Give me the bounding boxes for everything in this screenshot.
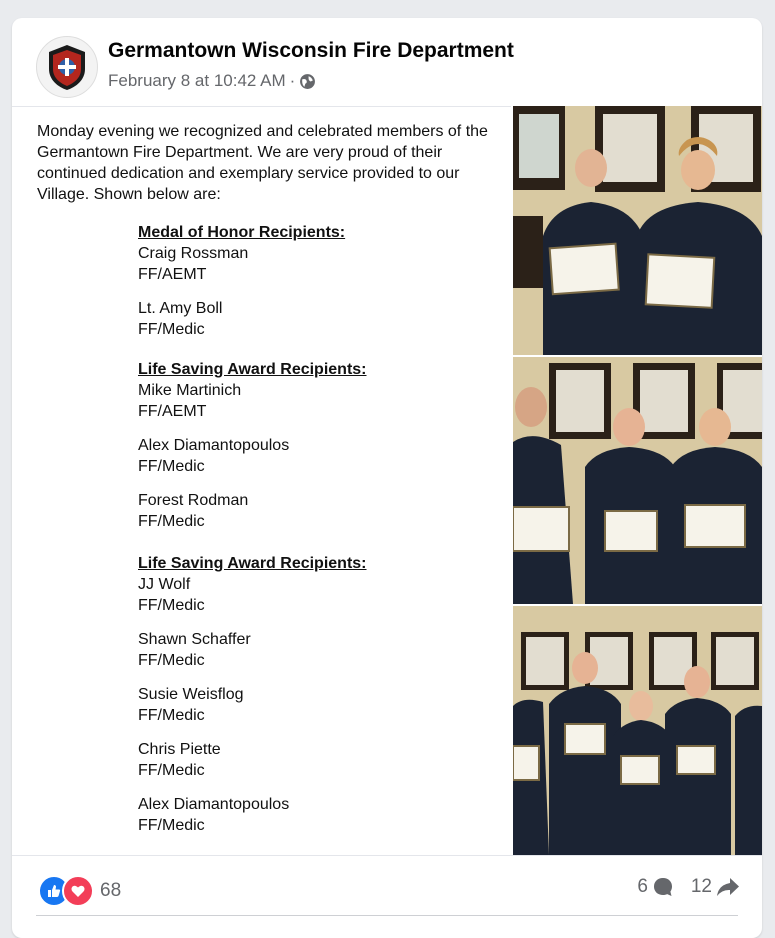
recipient-role: FF/AEMT [138,266,207,283]
recipient-role: FF/AEMT [138,403,207,420]
recipient-role: FF/Medic [138,597,205,614]
recipient-role: FF/Medic [138,817,205,834]
recipient-name: JJ Wolf [138,576,191,593]
comment-count-value: 6 [637,876,648,897]
recipient-name: Shawn Schaffer [138,631,251,648]
award-photo-1[interactable] [513,106,762,355]
section-heading: Life Saving Award Recipients: [138,361,367,378]
post-card [12,18,762,938]
recipient-name: Alex Diamantopoulos [138,796,290,813]
award-photo-3[interactable] [513,606,762,855]
page-name[interactable]: Germantown Wisconsin Fire Department [108,39,514,62]
award-photo-2[interactable] [513,357,762,604]
share-arrow-icon [716,876,740,898]
globe-icon[interactable] [299,73,316,90]
action-divider [36,915,738,916]
recipient-name: Alex Diamantopoulos [138,437,290,454]
comment-bubble-icon [652,876,674,898]
shares-count[interactable] [691,876,740,898]
section-heading: Life Saving Award Recipients: [138,555,367,572]
recipient-role: FF/Medic [138,707,205,724]
post-meta [108,71,316,91]
footer-divider [12,855,762,856]
recipient-role: FF/Medic [138,762,205,779]
recipient-name: Craig Rossman [138,245,249,262]
reaction-count: 68 [100,880,122,901]
recipient-name: Susie Weisflog [138,686,244,703]
fire-department-logo-icon [42,42,92,92]
recipient-name: Mike Martinich [138,382,242,399]
photo-grid [513,106,762,855]
reactions-summary[interactable] [38,875,121,907]
share-count-value: 12 [690,876,712,897]
recipient-role: FF/Medic [138,513,205,530]
award-document-image[interactable] [12,106,511,854]
recipient-name: Forest Rodman [138,492,249,509]
meta-separator: · [289,71,296,90]
recipient-name: Chris Piette [138,741,221,758]
post-timestamp[interactable]: February 8 at 10:42 AM [108,71,286,90]
recipient-name: Lt. Amy Boll [138,300,223,317]
recipient-role: FF/Medic [138,321,205,338]
document-intro: Monday evening we recognized and celebrated members of the Germantown Fire Department. We are very proud of their continued dedication and exemplary service provided to our Village. Shown below are: [37,123,488,203]
recipient-role: FF/Medic [138,458,205,475]
love-reaction-icon [62,875,94,907]
comments-count[interactable] [637,876,674,898]
recipient-role: FF/Medic [138,652,205,669]
section-heading: Medal of Honor Recipients: [138,224,346,241]
page-avatar[interactable] [36,36,98,98]
